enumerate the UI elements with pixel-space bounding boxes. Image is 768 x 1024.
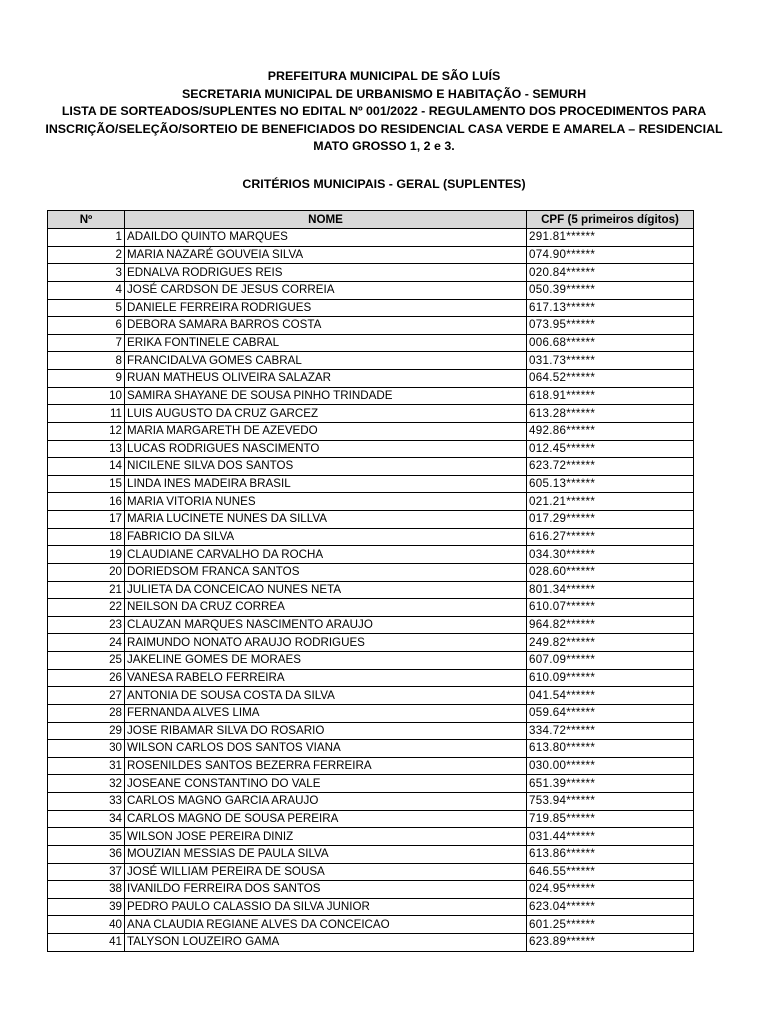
row-name: VANESA RABELO FERREIRA: [125, 669, 527, 687]
row-cpf: 073.95******: [527, 317, 694, 335]
row-name: CARLOS MAGNO GARCIA ARAUJO: [125, 793, 527, 811]
table-row: [48, 387, 694, 405]
row-number: 29: [48, 722, 125, 740]
row-name: RAIMUNDO NONATO ARAUJO RODRIGUES: [125, 634, 527, 652]
row-number: 1: [48, 229, 125, 247]
row-cpf: 607.09******: [527, 652, 694, 670]
row-cpf: 030.00******: [527, 757, 694, 775]
row-name: CLAUZAN MARQUES NASCIMENTO ARAUJO: [125, 616, 527, 634]
table-row: [48, 458, 694, 476]
table-row: [48, 440, 694, 458]
row-number: 4: [48, 281, 125, 299]
row-cpf: 059.64******: [527, 704, 694, 722]
table-row: [48, 317, 694, 335]
row-number: 31: [48, 757, 125, 775]
row-name: ANTONIA DE SOUSA COSTA DA SILVA: [125, 687, 527, 705]
table-row: [48, 229, 694, 247]
table-row: [48, 828, 694, 846]
row-cpf: 291.81******: [527, 229, 694, 247]
row-number: 33: [48, 793, 125, 811]
table-row: [48, 775, 694, 793]
row-cpf: 610.07******: [527, 599, 694, 617]
row-cpf: 613.28******: [527, 405, 694, 423]
row-name: RUAN MATHEUS OLIVEIRA SALAZAR: [125, 370, 527, 388]
row-cpf: 613.80******: [527, 740, 694, 758]
row-name: FERNANDA ALVES LIMA: [125, 704, 527, 722]
row-name: WILSON CARLOS DOS SANTOS VIANA: [125, 740, 527, 758]
table-row: [48, 334, 694, 352]
row-cpf: 610.09******: [527, 669, 694, 687]
table-row: [48, 422, 694, 440]
table-row: [48, 511, 694, 529]
table-row: [48, 563, 694, 581]
row-cpf: 012.45******: [527, 440, 694, 458]
row-number: 9: [48, 370, 125, 388]
table-row: [48, 281, 694, 299]
row-number: 30: [48, 740, 125, 758]
row-number: 14: [48, 458, 125, 476]
row-cpf: 020.84******: [527, 264, 694, 282]
row-cpf: 601.25******: [527, 916, 694, 934]
row-cpf: 964.82******: [527, 616, 694, 634]
row-number: 5: [48, 299, 125, 317]
row-name: ANA CLAUDIA REGIANE ALVES DA CONCEICAO: [125, 916, 527, 934]
row-number: 8: [48, 352, 125, 370]
row-cpf: 334.72******: [527, 722, 694, 740]
table-row: [48, 405, 694, 423]
row-name: ERIKA FONTINELE CABRAL: [125, 334, 527, 352]
row-number: 10: [48, 387, 125, 405]
row-name: DORIEDSOM FRANCA SANTOS: [125, 563, 527, 581]
row-name: LUIS AUGUSTO DA CRUZ GARCEZ: [125, 405, 527, 423]
row-number: 41: [48, 934, 125, 952]
row-name: MARIA MARGARETH DE AZEVEDO: [125, 422, 527, 440]
row-name: MARIA NAZARÉ GOUVEIA SILVA: [125, 246, 527, 264]
row-name: DEBORA SAMARA BARROS COSTA: [125, 317, 527, 335]
table-row: [48, 652, 694, 670]
row-cpf: 074.90******: [527, 246, 694, 264]
table-row: [48, 740, 694, 758]
row-number: 12: [48, 422, 125, 440]
row-number: 40: [48, 916, 125, 934]
header-secretariat: SECRETARIA MUNICIPAL DE URBANISMO E HABITAÇÃO - SEMURH: [181, 86, 587, 101]
column-header-number: Nº: [48, 211, 125, 229]
row-cpf: 031.73******: [527, 352, 694, 370]
row-cpf: 623.89******: [527, 934, 694, 952]
table-row: [48, 581, 694, 599]
header-list-title-line3: MATO GROSSO 1, 2 e 3.: [313, 139, 455, 154]
header-list-title-line1: LISTA DE SORTEADOS/SUPLENTES NO EDITAL Nº 001/2022 - REGULAMENTO DOS PROCEDIMENTOS PARA: [61, 104, 707, 119]
row-number: 34: [48, 810, 125, 828]
row-name: JULIETA DA CONCEICAO NUNES NETA: [125, 581, 527, 599]
table-row: [48, 810, 694, 828]
header-list-title-line2: INSCRIÇÃO/SELEÇÃO/SORTEIO DE BENEFICIADOS DO RESIDENCIAL CASA VERDE E AMARELA – RESIDENCIAL: [45, 121, 723, 136]
row-cpf: 050.39******: [527, 281, 694, 299]
row-number: 7: [48, 334, 125, 352]
row-number: 6: [48, 317, 125, 335]
row-cpf: 021.21******: [527, 493, 694, 511]
row-number: 32: [48, 775, 125, 793]
row-name: MARIA VITORIA NUNES: [125, 493, 527, 511]
table-row: [48, 546, 694, 564]
table-row: [48, 687, 694, 705]
row-cpf: 613.86******: [527, 845, 694, 863]
criteria-subtitle: CRITÉRIOS MUNICIPAIS - GERAL (SUPLENTES): [242, 177, 526, 191]
row-number: 3: [48, 264, 125, 282]
row-number: 39: [48, 898, 125, 916]
row-cpf: 623.04******: [527, 898, 694, 916]
table-row: [48, 299, 694, 317]
row-number: 18: [48, 528, 125, 546]
table-row: [48, 881, 694, 899]
row-cpf: 034.30******: [527, 546, 694, 564]
row-cpf: 024.95******: [527, 881, 694, 899]
table-row: [48, 246, 694, 264]
row-cpf: 006.68******: [527, 334, 694, 352]
row-name: NEILSON DA CRUZ CORREA: [125, 599, 527, 617]
row-name: WILSON JOSE PEREIRA DINIZ: [125, 828, 527, 846]
row-number: 21: [48, 581, 125, 599]
table-row: [48, 845, 694, 863]
row-cpf: 017.29******: [527, 511, 694, 529]
row-number: 16: [48, 493, 125, 511]
row-name: IVANILDO FERREIRA DOS SANTOS: [125, 881, 527, 899]
table-row: [48, 704, 694, 722]
row-name: JOSEANE CONSTANTINO DO VALE: [125, 775, 527, 793]
row-name: FABRICIO DA SILVA: [125, 528, 527, 546]
row-number: 28: [48, 704, 125, 722]
table-row: [48, 757, 694, 775]
table-header-row: [48, 211, 694, 229]
table-row: [48, 475, 694, 493]
row-cpf: 249.82******: [527, 634, 694, 652]
row-number: 36: [48, 845, 125, 863]
row-number: 17: [48, 511, 125, 529]
row-name: SAMIRA SHAYANE DE SOUSA PINHO TRINDADE: [125, 387, 527, 405]
header-municipality: PREFEITURA MUNICIPAL DE SÃO LUÍS: [267, 69, 501, 83]
row-name: JOSÉ WILLIAM PEREIRA DE SOUSA: [125, 863, 527, 881]
row-name: EDNALVA RODRIGUES REIS: [125, 264, 527, 282]
row-cpf: 651.39******: [527, 775, 694, 793]
row-number: 38: [48, 881, 125, 899]
row-name: PEDRO PAULO CALASSIO DA SILVA JUNIOR: [125, 898, 527, 916]
row-number: 37: [48, 863, 125, 881]
row-number: 11: [48, 405, 125, 423]
row-cpf: 041.54******: [527, 687, 694, 705]
table-row: [48, 722, 694, 740]
row-cpf: 605.13******: [527, 475, 694, 493]
table-row: [48, 352, 694, 370]
row-number: 13: [48, 440, 125, 458]
column-header-name: NOME: [125, 211, 527, 229]
row-name: FRANCIDALVA GOMES CABRAL: [125, 352, 527, 370]
row-number: 26: [48, 669, 125, 687]
row-name: JOSÉ CARDSON DE JESUS CORREIA: [125, 281, 527, 299]
row-name: ROSENILDES SANTOS BEZERRA FERREIRA: [125, 757, 527, 775]
row-number: 15: [48, 475, 125, 493]
row-number: 2: [48, 246, 125, 264]
table-row: [48, 616, 694, 634]
row-number: 24: [48, 634, 125, 652]
row-name: LUCAS RODRIGUES NASCIMENTO: [125, 440, 527, 458]
row-name: MOUZIAN MESSIAS DE PAULA SILVA: [125, 845, 527, 863]
row-cpf: 064.52******: [527, 370, 694, 388]
row-number: 25: [48, 652, 125, 670]
row-name: JAKELINE GOMES DE MORAES: [125, 652, 527, 670]
table-row: [48, 634, 694, 652]
table-body: [48, 229, 694, 952]
table-row: [48, 916, 694, 934]
column-header-cpf: CPF (5 primeiros dígitos): [527, 211, 694, 229]
row-cpf: 719.85******: [527, 810, 694, 828]
row-name: DANIELE FERREIRA RODRIGUES: [125, 299, 527, 317]
row-name: CARLOS MAGNO DE SOUSA PEREIRA: [125, 810, 527, 828]
row-cpf: 623.72******: [527, 458, 694, 476]
row-cpf: 031.44******: [527, 828, 694, 846]
table-row: [48, 370, 694, 388]
table-row: [48, 793, 694, 811]
row-name: JOSE RIBAMAR SILVA DO ROSARIO: [125, 722, 527, 740]
table-row: [48, 669, 694, 687]
row-number: 23: [48, 616, 125, 634]
row-cpf: 753.94******: [527, 793, 694, 811]
beneficiaries-table: [47, 210, 694, 952]
row-name: MARIA LUCINETE NUNES DA SILLVA: [125, 511, 527, 529]
table-row: [48, 934, 694, 952]
row-cpf: 028.60******: [527, 563, 694, 581]
row-number: 27: [48, 687, 125, 705]
table-row: [48, 599, 694, 617]
document-header: [0, 68, 768, 156]
table-row: [48, 528, 694, 546]
table-row: [48, 493, 694, 511]
row-name: CLAUDIANE CARVALHO DA ROCHA: [125, 546, 527, 564]
row-number: 22: [48, 599, 125, 617]
row-number: 19: [48, 546, 125, 564]
table-row: [48, 264, 694, 282]
row-name: LINDA INES MADEIRA BRASIL: [125, 475, 527, 493]
table-row: [48, 863, 694, 881]
row-cpf: 616.27******: [527, 528, 694, 546]
row-name: NICILENE SILVA DOS SANTOS: [125, 458, 527, 476]
row-cpf: 617.13******: [527, 299, 694, 317]
row-cpf: 618.91******: [527, 387, 694, 405]
row-cpf: 646.55******: [527, 863, 694, 881]
row-name: TALYSON LOUZEIRO GAMA: [125, 934, 527, 952]
row-name: ADAILDO QUINTO MARQUES: [125, 229, 527, 247]
row-cpf: 801.34******: [527, 581, 694, 599]
table-row: [48, 898, 694, 916]
row-number: 35: [48, 828, 125, 846]
row-number: 20: [48, 563, 125, 581]
row-cpf: 492.86******: [527, 422, 694, 440]
